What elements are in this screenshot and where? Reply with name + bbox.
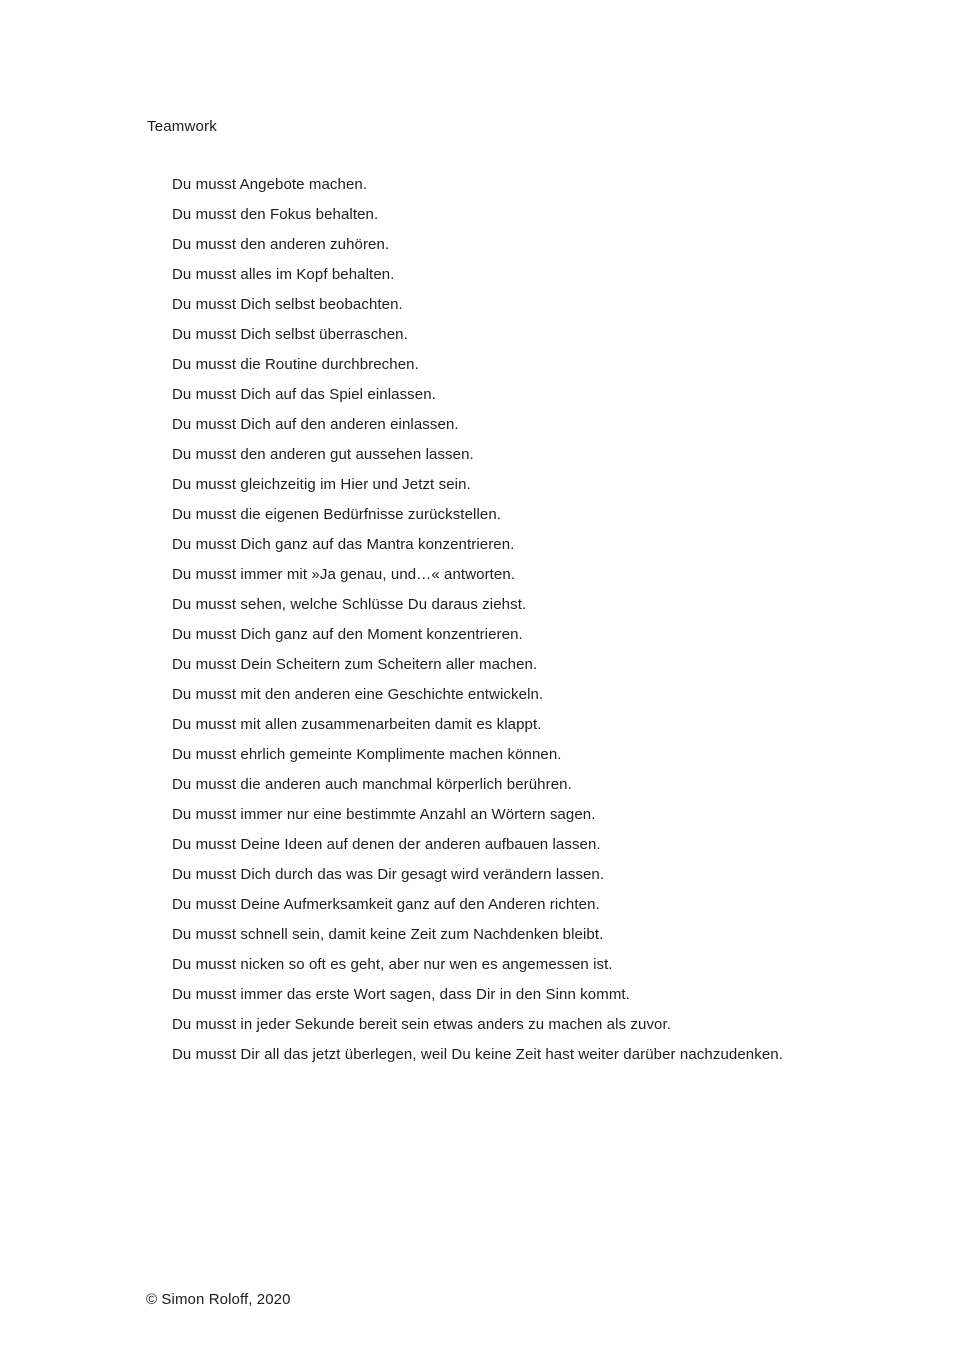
copyright-notice: © Simon Roloff, 2020 [146,1291,291,1308]
poem-line: Du musst Dich ganz auf das Mantra konzentrieren. [172,536,515,553]
page-title: Teamwork [147,118,217,135]
poem-line: Du musst Deine Ideen auf denen der anderen aufbauen lassen. [172,836,601,853]
poem-line: Du musst Deine Aufmerksamkeit ganz auf den Anderen richten. [172,896,600,913]
poem-line: Du musst immer nur eine bestimmte Anzahl an Wörtern sagen. [172,806,596,823]
poem-line: Du musst mit den anderen eine Geschichte entwickeln. [172,686,544,703]
poem-line: Du musst ehrlich gemeinte Komplimente machen können. [172,746,562,763]
poem-line: Du musst alles im Kopf behalten. [172,266,395,283]
poem-line: Du musst Dich selbst beobachten. [172,296,403,313]
poem-line: Du musst sehen, welche Schlüsse Du daraus ziehst. [172,596,527,613]
poem-line: Du musst schnell sein, damit keine Zeit zum Nachdenken bleibt. [172,926,604,943]
poem-line: Du musst Angebote machen. [172,176,368,193]
poem-line: Du musst Dich auf den anderen einlassen. [172,416,459,433]
poem-line: Du musst den anderen zuhören. [172,236,390,253]
poem-line: Du musst die anderen auch manchmal körperlich berühren. [172,776,572,793]
poem-line: Du musst die eigenen Bedürfnisse zurückstellen. [172,506,502,523]
poem-line: Du musst den anderen gut aussehen lassen. [172,446,474,463]
poem-line: Du musst gleichzeitig im Hier und Jetzt sein. [172,476,471,493]
poem-line: Du musst Dir all das jetzt überlegen, weil Du keine Zeit hast weiter darüber nachzudenken. [172,1046,783,1063]
poem-line: Du musst den Fokus behalten. [172,206,379,223]
poem-line: Du musst in jeder Sekunde bereit sein etwas anders zu machen als zuvor. [172,1016,672,1033]
poem-line: Du musst Dich durch das was Dir gesagt wird verändern lassen. [172,866,605,883]
poem-line: Du musst immer das erste Wort sagen, dass Dir in den Sinn kommt. [172,986,630,1003]
poem-line: Du musst Dein Scheitern zum Scheitern aller machen. [172,656,538,673]
poem-line: Du musst immer mit »Ja genau, und…« antworten. [172,566,516,583]
poem-body [172,170,892,1070]
poem-line: Du musst Dich auf das Spiel einlassen. [172,386,436,403]
poem-line: Du musst Dich ganz auf den Moment konzentrieren. [172,626,523,643]
poem-line: Du musst die Routine durchbrechen. [172,356,419,373]
poem-line: Du musst Dich selbst überraschen. [172,326,408,343]
poem-line: Du musst nicken so oft es geht, aber nur wen es angemessen ist. [172,956,613,973]
poem-line: Du musst mit allen zusammenarbeiten damit es klappt. [172,716,542,733]
